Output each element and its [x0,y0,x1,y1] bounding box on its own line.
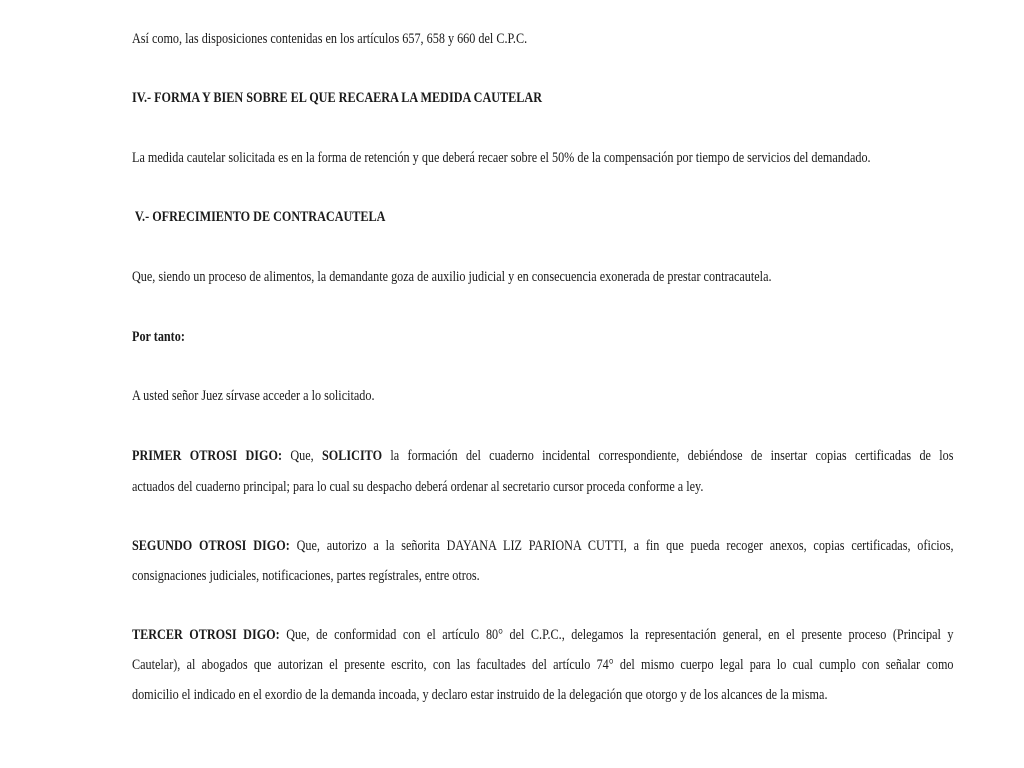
paragraph-articles: Así como, las disposiciones contenidas en los artículos 657, 658 y 660 del C.P.C. [132,31,528,47]
solicito-text: SOLICITO [322,448,383,464]
heading-contracautela: V.- OFRECIMIENTO DE CONTRACAUTELA [132,209,386,225]
por-tanto-label: Por tanto: [132,329,185,345]
segundo-otrosi-line-1 [132,536,954,556]
primer-otrosi-label: PRIMER OTROSI DIGO: [132,448,283,464]
tercer-otrosi-line-1 [132,625,954,645]
tercer-otrosi-label: TERCER OTROSI DIGO: [132,627,280,643]
tercer-otrosi-line-2: Cautelar), al abogados que autorizan el presente escrito, con las facultades del artículo 74° del mismo cuerpo legal para lo cual cumplo con señalar como [132,657,954,673]
tercer-otrosi-line-3: domicilio el indicado en el exordio de la demanda incoada, y declaro estar instruido de la delegación que otorgo y de los alcances de la misma. [132,687,828,703]
paragraph-medida-cautelar: La medida cautelar solicitada es en la forma de retención y que deberá recaer sobre el 50% de la compensación por tiempo de servicios del demandado. [132,150,871,166]
segundo-otrosi-label: SEGUNDO OTROSI DIGO: [132,538,290,554]
document-page [132,0,954,768]
tercer-otrosi-text: Que, de conformidad con el artículo 80° del C.P.C., delegamos la representación general, en el presente proceso (Principal y [279,627,954,643]
paragraph-alimentos: Que, siendo un proceso de alimentos, la demandante goza de auxilio judicial y en consecuencia exonerada de prestar contracautela. [132,269,772,285]
primer-otrosi-line-2: actuados del cuaderno principal; para lo cual su despacho deberá ordenar al secretario cursor proceda conforme a ley. [132,479,704,495]
primer-otrosi-text: la formación del cuaderno incidental correspondiente, debiéndose de insertar copias certificadas de los [382,448,954,464]
primer-otrosi-line-1 [132,446,954,466]
segundo-otrosi-text: Que, autorizo a la señorita DAYANA LIZ PARIONA CUTTI, a fin que pueda recoger anexos, copias certificadas, oficios, [289,538,954,554]
segundo-otrosi-line-2: consignaciones judiciales, notificaciones, partes regístrales, entre otros. [132,568,480,584]
paragraph-juez: A usted señor Juez sírvase acceder a lo solicitado. [132,388,375,404]
heading-forma-bien: IV.- FORMA Y BIEN SOBRE EL QUE RECAERA LA MEDIDA CAUTELAR [132,90,543,106]
primer-otrosi-intro: Que, [282,448,323,464]
